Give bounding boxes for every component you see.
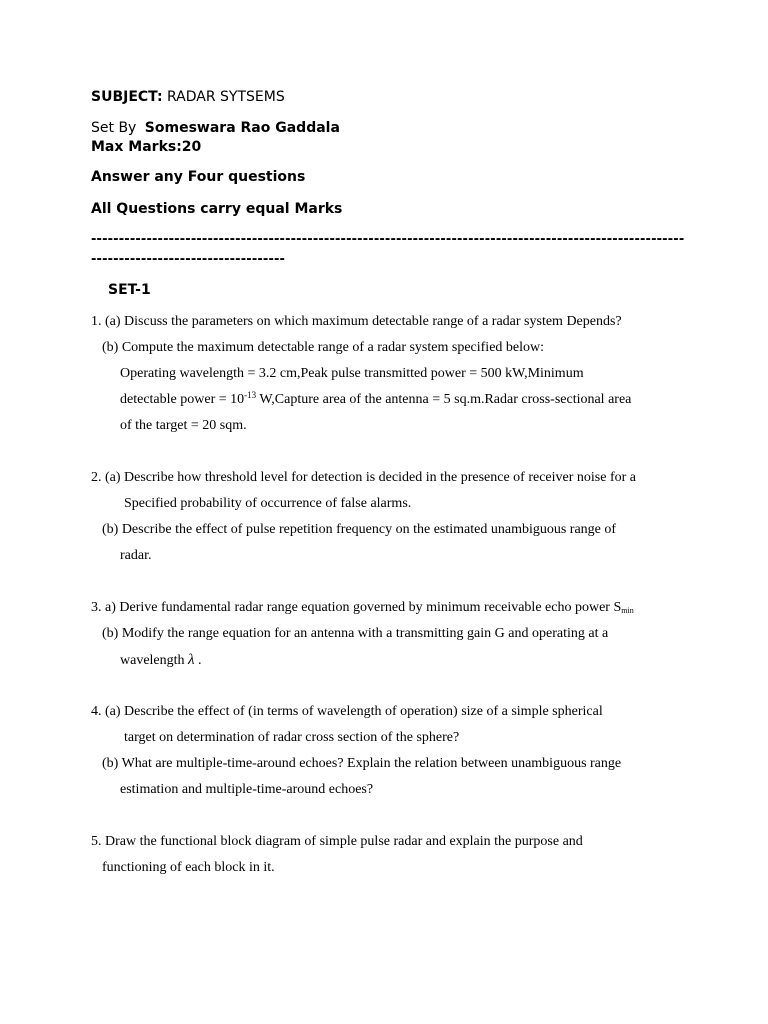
question-5-cont: functioning of each block in it.: [102, 860, 275, 875]
instruction-answer-four: Answer any Four questions: [91, 169, 306, 185]
question-4b-cont: estimation and multiple-time-around echoes?: [120, 782, 374, 797]
question-3b-cont: [120, 652, 202, 669]
question-4b: (b) What are multiple-time-around echoes? Explain the relation between unambiguous range: [102, 756, 622, 771]
question-1b-specs-2-post: W,Capture area of the antenna = 5 sq.m.Radar cross-sectional area: [256, 392, 632, 407]
question-2b: (b) Describe the effect of pulse repetition frequency on the estimated unambiguous range of: [102, 522, 617, 537]
subject-line: [91, 89, 285, 105]
question-1b-specs-2: [120, 392, 631, 408]
subject-value: RADAR SYTSEMS: [167, 89, 285, 105]
question-2b-cont: radar.: [120, 548, 152, 563]
instruction-equal-marks: All Questions carry equal Marks: [91, 201, 343, 217]
question-1b: (b) Compute the maximum detectable range of a radar system specified below:: [102, 340, 545, 355]
exponent: -13: [244, 390, 257, 400]
subscript-min: min: [621, 606, 634, 615]
question-3a: [91, 600, 634, 616]
question-4a-cont: target on determination of radar cross section of the sphere?: [124, 730, 460, 745]
question-2a-cont: Specified probability of occurrence of false alarms.: [124, 496, 412, 511]
subject-label: SUBJECT:: [91, 89, 163, 105]
question-1b-specs-1: Operating wavelength = 3.2 cm,Peak pulse transmitted power = 500 kW,Minimum: [120, 366, 584, 381]
max-marks: Max Marks:20: [91, 139, 202, 155]
question-1b-specs-3: of the target = 20 sqm.: [120, 418, 247, 433]
question-3b-cont-post: .: [194, 653, 202, 668]
question-2a: 2. (a) Describe how threshold level for detection is decided in the presence of receiver noise for a: [91, 470, 636, 485]
set-by-label: Set By: [91, 120, 137, 136]
question-1b-specs-2-pre: detectable power = 10: [120, 392, 245, 407]
question-5: 5. Draw the functional block diagram of simple pulse radar and explain the purpose and: [91, 834, 583, 849]
lambda-symbol: λ: [188, 652, 195, 668]
question-4a: 4. (a) Describe the effect of (in terms of wavelength of operation) size of a simple spherical: [91, 704, 603, 719]
set-label: SET-1: [108, 282, 151, 298]
divider-line-1: -----------------------------------------------------------------------------------------------------------: [91, 232, 685, 247]
question-3b-cont-text: wavelength: [120, 653, 189, 668]
question-3b: (b) Modify the range equation for an antenna with a transmitting gain G and operating at a: [102, 626, 609, 641]
author-name: Someswara Rao Gaddala: [144, 120, 340, 136]
set-by-line: [91, 120, 340, 136]
question-3a-text: 3. a) Derive fundamental radar range equation governed by minimum receivable echo power S: [91, 600, 622, 615]
divider-line-2: -----------------------------------: [91, 252, 286, 267]
question-1a: 1. (a) Discuss the parameters on which maximum detectable range of a radar system Depends?: [91, 314, 622, 329]
